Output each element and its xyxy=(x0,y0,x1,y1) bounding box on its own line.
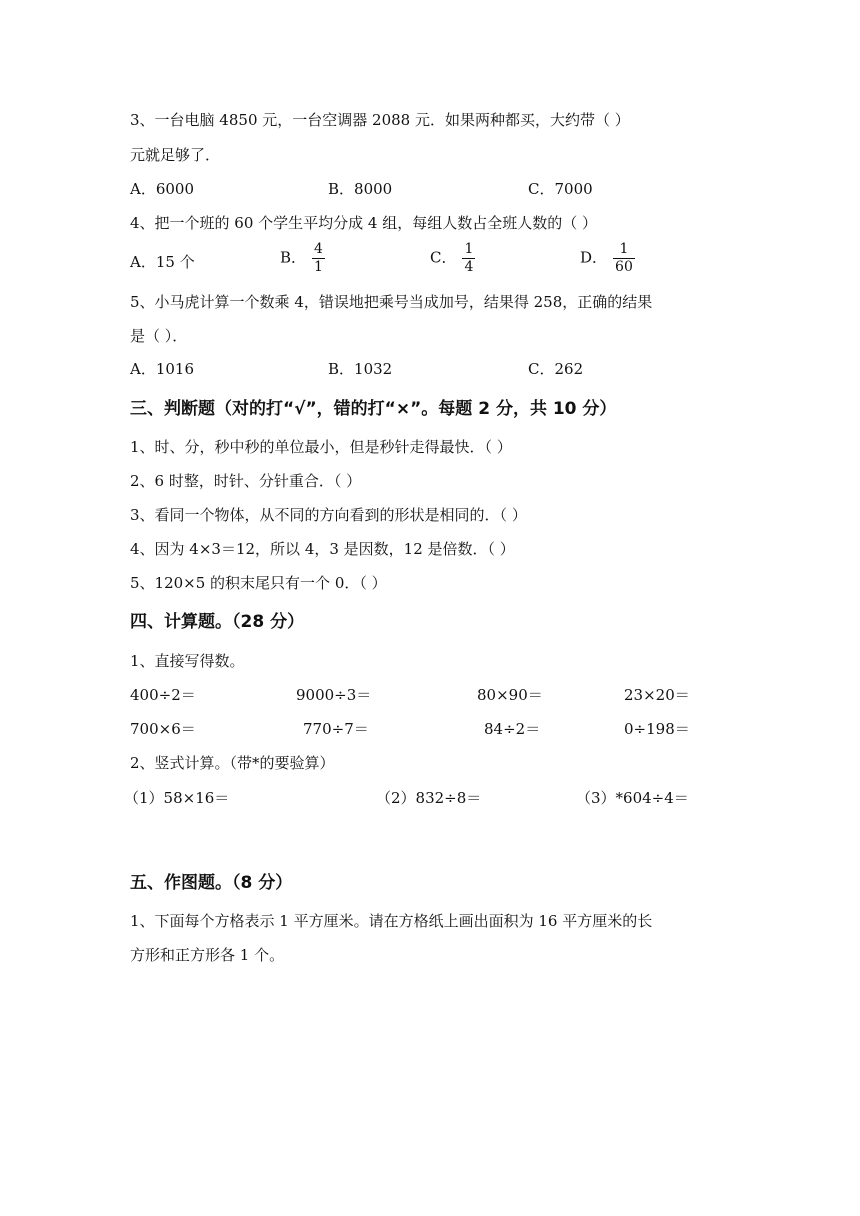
section3-item-3: 3、看同一个物体，从不同的方向看到的形状是相同的．（ ） xyxy=(130,506,527,524)
q4-option-c-fraction xyxy=(462,241,475,276)
fraction-numerator: 4 xyxy=(314,241,323,257)
q5-option-c: C．262 xyxy=(528,360,584,378)
calc-cell: 80×90＝ xyxy=(477,686,543,704)
q3-option-c: C．7000 xyxy=(528,180,593,198)
q5-option-b: B．1032 xyxy=(328,360,393,378)
section3-item-5: 5、120×5 的积末尾只有一个 0．（ ） xyxy=(130,574,387,592)
section4-sub1: 1、直接写得数。 xyxy=(130,652,245,670)
section3-item-1: 1、时、分，秒中秒的单位最小，但是秒针走得最快．（ ） xyxy=(130,438,512,456)
fraction-denominator: 4 xyxy=(464,259,474,275)
q4-text-line1: 4、把一个班的 60 个学生平均分成 4 组，每组人数占全班人数的（ ） xyxy=(130,214,598,232)
q4-option-b-label: B． xyxy=(280,248,307,267)
calc-cell: 700×6＝ xyxy=(130,720,196,738)
section5-line1: 1、下面每个方格表示 1 平方厘米。请在方格纸上画出面积为 16 平方厘米的长 xyxy=(130,912,653,930)
calc-cell: 84÷2＝ xyxy=(484,720,541,738)
q5-text-line1: 5、小马虎计算一个数乘 4，错误地把乘号当成加号，结果得 258，正确的结果 xyxy=(130,293,653,311)
q3-option-b: B．8000 xyxy=(328,180,393,198)
fraction-numerator: 1 xyxy=(464,241,474,257)
q5-option-a: A．1016 xyxy=(130,360,195,378)
q4-option-b-fraction xyxy=(312,241,325,276)
calc-cell: 770÷7＝ xyxy=(303,720,369,738)
section3-title: 三、判断题（对的打“√”，错的打“×”。每题 2 分，共 10 分） xyxy=(130,399,617,419)
q5-text-line2: 是（ ）． xyxy=(130,327,188,345)
section3-item-4: 4、因为 4×3＝12，所以 4，3 是因数，12 是倍数．（ ） xyxy=(130,540,515,558)
calc-cell: 23×20＝ xyxy=(624,686,690,704)
q4-option-d xyxy=(580,241,635,276)
fraction-denominator: 1 xyxy=(314,259,323,275)
calc-cell: 9000÷3＝ xyxy=(296,686,372,704)
section4-title: 四、计算题。（28 分） xyxy=(130,612,305,632)
q4-option-b xyxy=(280,241,325,276)
section4-sub2: 2、竖式计算。（带*的要验算） xyxy=(130,754,335,772)
fraction-numerator: 1 xyxy=(619,241,629,257)
q3-option-a: A．6000 xyxy=(130,180,195,198)
q4-option-d-label: D． xyxy=(580,248,608,267)
q3-text-line2: 元就足够了． xyxy=(130,146,221,164)
section5-line2: 方形和正方形各 1 个。 xyxy=(130,946,285,964)
q4-option-a: A．15 个 xyxy=(130,253,195,271)
section3-item-2: 2、6 时整，时针、分针重合．（ ） xyxy=(130,472,362,490)
vertical-calc-cell: （2）832÷8＝ xyxy=(376,789,482,807)
q4-option-c xyxy=(430,241,475,276)
fraction-denominator: 60 xyxy=(615,259,633,275)
calc-cell: 400÷2＝ xyxy=(130,686,196,704)
calc-cell: 0÷198＝ xyxy=(624,720,690,738)
q4-option-d-fraction xyxy=(613,241,635,276)
q3-text-line1: 3、一台电脑 4850 元，一台空调器 2088 元．如果两种都买，大约带（ ） xyxy=(130,111,630,129)
vertical-calc-cell: （3）*604÷4＝ xyxy=(576,789,689,807)
vertical-calc-cell: （1）58×16＝ xyxy=(124,789,230,807)
q4-option-c-label: C． xyxy=(430,248,457,267)
section5-title: 五、作图题。（8 分） xyxy=(130,873,293,893)
